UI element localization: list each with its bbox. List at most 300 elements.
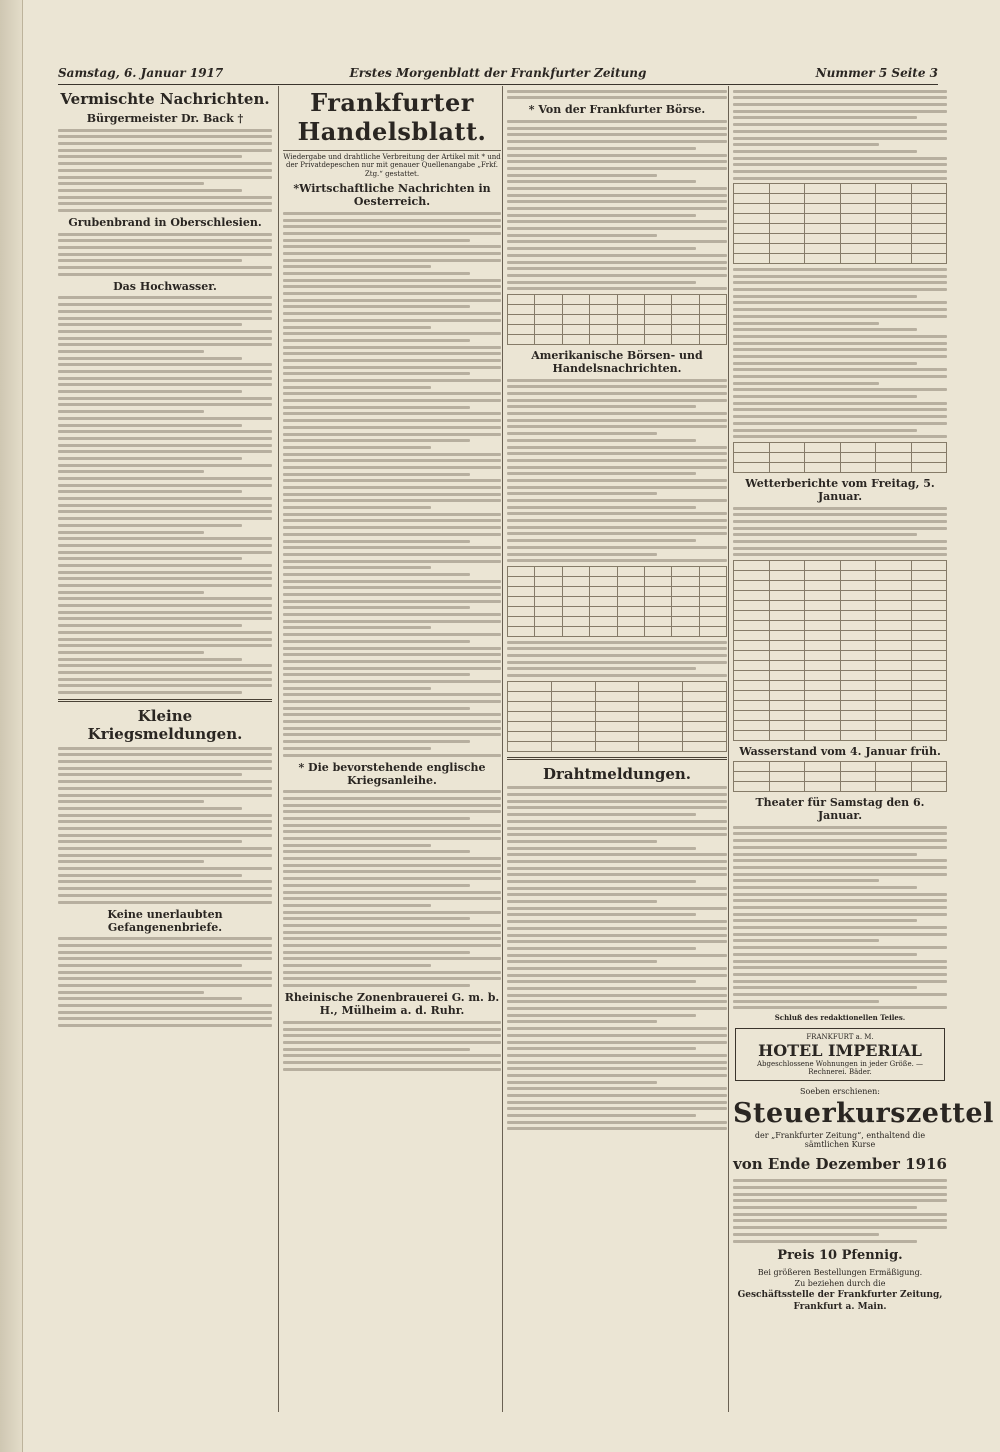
text-line bbox=[507, 880, 696, 883]
table-cell bbox=[876, 442, 912, 452]
text-line bbox=[507, 887, 727, 890]
text-line bbox=[507, 1121, 727, 1124]
text-line bbox=[283, 1028, 501, 1031]
header-paper-title: Erstes Morgenblatt der Frankfurter Zeitung bbox=[349, 66, 647, 80]
text-line bbox=[58, 397, 272, 400]
table-cell bbox=[562, 626, 589, 636]
text-line bbox=[507, 526, 727, 529]
text-line bbox=[283, 1068, 501, 1071]
text-line bbox=[283, 372, 470, 375]
text-line bbox=[283, 754, 501, 757]
table-row bbox=[508, 324, 727, 334]
text-line bbox=[507, 167, 727, 170]
table-cell bbox=[805, 681, 841, 691]
text-line bbox=[733, 1233, 879, 1236]
text-line bbox=[507, 240, 727, 243]
text-line bbox=[733, 886, 917, 889]
table-cell bbox=[769, 452, 805, 462]
table-cell bbox=[535, 324, 562, 334]
table-row bbox=[734, 631, 947, 641]
text-line bbox=[283, 620, 501, 623]
divider bbox=[58, 699, 272, 702]
text-line bbox=[283, 426, 501, 429]
table-cell bbox=[551, 741, 595, 751]
table-cell bbox=[840, 571, 876, 581]
text-line bbox=[733, 368, 947, 371]
text-line bbox=[58, 760, 272, 763]
table-cell bbox=[876, 651, 912, 661]
text-line bbox=[507, 1114, 696, 1117]
text-line bbox=[283, 1048, 470, 1051]
table-cell bbox=[562, 334, 589, 344]
table-cell bbox=[911, 631, 947, 641]
text-line bbox=[58, 202, 272, 205]
table-row bbox=[734, 701, 947, 711]
table-cell bbox=[734, 591, 770, 601]
text-line bbox=[507, 1081, 657, 1084]
text-line bbox=[507, 439, 696, 442]
text-line bbox=[507, 399, 727, 402]
table-cell bbox=[734, 621, 770, 631]
text-line bbox=[283, 687, 431, 690]
text-line bbox=[58, 591, 204, 594]
text-line bbox=[58, 403, 272, 406]
text-line bbox=[507, 446, 727, 449]
text-line bbox=[507, 927, 727, 930]
table-cell bbox=[911, 254, 947, 264]
text-line bbox=[507, 499, 727, 502]
text-line bbox=[58, 794, 272, 797]
text-line bbox=[507, 234, 657, 237]
table-cell bbox=[562, 606, 589, 616]
ad-price: Preis 10 Pfennig. bbox=[777, 1247, 903, 1263]
text-line bbox=[733, 832, 947, 835]
text-line bbox=[283, 633, 501, 636]
text-line bbox=[58, 417, 272, 420]
text-line bbox=[507, 405, 696, 408]
text-line bbox=[58, 253, 272, 256]
text-line bbox=[58, 937, 272, 940]
table-cell bbox=[876, 244, 912, 254]
table-cell bbox=[617, 606, 644, 616]
text-line bbox=[507, 1041, 727, 1044]
article-heading-frankfurter-boerse: * Von der Frankfurter Börse. bbox=[528, 103, 706, 117]
table-cell bbox=[508, 741, 552, 751]
text-line bbox=[58, 484, 272, 487]
theater-heading: Theater für Samstag den 6. Januar. bbox=[755, 796, 925, 823]
text-line bbox=[58, 343, 272, 346]
table-cell bbox=[805, 214, 841, 224]
text-line bbox=[733, 382, 879, 385]
text-line bbox=[283, 580, 501, 583]
text-line bbox=[58, 684, 272, 687]
text-line bbox=[733, 177, 947, 180]
table-cell bbox=[672, 324, 699, 334]
table-cell bbox=[805, 701, 841, 711]
column-2 bbox=[278, 86, 501, 1412]
text-line bbox=[283, 346, 501, 349]
text-line bbox=[283, 707, 470, 710]
table-cell bbox=[876, 611, 912, 621]
text-line bbox=[507, 820, 727, 823]
table-cell bbox=[562, 324, 589, 334]
text-line bbox=[58, 1024, 272, 1027]
text-line bbox=[58, 323, 242, 326]
table-cell bbox=[699, 294, 726, 304]
table-cell bbox=[508, 691, 552, 701]
table-cell bbox=[876, 204, 912, 214]
table-cell bbox=[639, 731, 683, 741]
table-cell bbox=[840, 701, 876, 711]
table-cell bbox=[805, 224, 841, 234]
table-cell bbox=[769, 214, 805, 224]
text-line bbox=[733, 899, 947, 902]
text-line bbox=[283, 957, 501, 960]
text-line bbox=[507, 800, 727, 803]
text-line bbox=[283, 740, 470, 743]
text-line bbox=[58, 577, 272, 580]
text-line bbox=[507, 479, 727, 482]
text-line bbox=[733, 408, 947, 411]
handelsblatt-masthead: Frankfurter Handelsblatt. bbox=[283, 88, 501, 151]
table-cell bbox=[590, 304, 617, 314]
text-line bbox=[507, 1014, 696, 1017]
text-line bbox=[58, 847, 272, 850]
text-block bbox=[507, 120, 727, 290]
table-cell bbox=[911, 571, 947, 581]
table-cell bbox=[683, 691, 727, 701]
text-line bbox=[283, 1021, 501, 1024]
text-line bbox=[507, 519, 727, 522]
text-line bbox=[283, 506, 431, 509]
text-line bbox=[507, 194, 727, 197]
text-line bbox=[283, 964, 431, 967]
text-line bbox=[733, 342, 947, 345]
text-line bbox=[58, 564, 272, 567]
table-cell bbox=[769, 721, 805, 731]
table-cell bbox=[840, 234, 876, 244]
text-line bbox=[58, 664, 272, 667]
text-line bbox=[283, 406, 470, 409]
text-line bbox=[733, 288, 947, 291]
table-cell bbox=[699, 626, 726, 636]
table-cell bbox=[769, 194, 805, 204]
text-line bbox=[283, 319, 501, 322]
text-block bbox=[283, 1021, 501, 1071]
table-cell bbox=[639, 681, 683, 691]
text-line bbox=[507, 559, 727, 562]
table-cell bbox=[876, 731, 912, 741]
exchange-table bbox=[507, 566, 727, 637]
table-row bbox=[508, 681, 727, 691]
text-line bbox=[733, 355, 947, 358]
text-line bbox=[58, 1011, 272, 1014]
text-line bbox=[58, 827, 272, 830]
header-page-number: Nummer 5 Seite 3 bbox=[815, 66, 938, 80]
table-cell bbox=[734, 234, 770, 244]
table-row bbox=[734, 601, 947, 611]
text-line bbox=[283, 680, 501, 683]
text-line bbox=[283, 305, 470, 308]
table-cell bbox=[876, 214, 912, 224]
table-row bbox=[508, 731, 727, 741]
table-cell bbox=[876, 601, 912, 611]
table-cell bbox=[805, 782, 841, 792]
table-row bbox=[734, 731, 947, 741]
table-cell bbox=[617, 314, 644, 324]
text-line bbox=[283, 225, 501, 228]
text-line bbox=[733, 866, 947, 869]
text-line bbox=[283, 212, 501, 215]
text-line bbox=[507, 412, 727, 415]
text-line bbox=[283, 446, 431, 449]
stock-table bbox=[507, 294, 727, 345]
article-heading-gefangenenbriefe: Keine unerlaubten Gefangenenbriefe. bbox=[107, 907, 223, 934]
text-line bbox=[507, 154, 727, 157]
text-block bbox=[58, 937, 272, 1027]
text-line bbox=[733, 1199, 947, 1202]
text-line bbox=[58, 524, 242, 527]
table-cell bbox=[590, 324, 617, 334]
table-cell bbox=[911, 214, 947, 224]
text-line bbox=[507, 847, 696, 850]
table-cell bbox=[595, 701, 639, 711]
text-line bbox=[507, 853, 727, 856]
text-line bbox=[507, 913, 696, 916]
table-cell bbox=[699, 576, 726, 586]
table-cell bbox=[911, 782, 947, 792]
text-line bbox=[507, 180, 696, 183]
text-line bbox=[58, 597, 272, 600]
table-cell bbox=[840, 711, 876, 721]
ad-place: Frankfurt a. Main. bbox=[793, 1301, 887, 1312]
text-line bbox=[733, 170, 947, 173]
text-line bbox=[733, 388, 947, 391]
table-cell bbox=[699, 616, 726, 626]
table-cell bbox=[840, 621, 876, 631]
table-cell bbox=[769, 681, 805, 691]
text-line bbox=[507, 96, 727, 99]
table-cell bbox=[769, 442, 805, 452]
text-line bbox=[507, 1101, 727, 1104]
table-cell bbox=[840, 762, 876, 772]
table-cell bbox=[644, 566, 671, 576]
table-cell bbox=[508, 576, 535, 586]
table-cell bbox=[911, 561, 947, 571]
table-cell bbox=[535, 606, 562, 616]
table-cell bbox=[911, 681, 947, 691]
text-line bbox=[283, 586, 501, 589]
table-cell bbox=[876, 691, 912, 701]
text-line bbox=[283, 540, 470, 543]
table-cell bbox=[672, 606, 699, 616]
text-line bbox=[507, 532, 727, 535]
table-cell bbox=[617, 566, 644, 576]
table-cell bbox=[769, 701, 805, 711]
text-line bbox=[58, 169, 272, 172]
text-line bbox=[283, 713, 501, 716]
text-line bbox=[733, 295, 917, 298]
table-row bbox=[508, 711, 727, 721]
text-line bbox=[283, 219, 501, 222]
table-cell bbox=[840, 591, 876, 601]
table-cell bbox=[644, 576, 671, 586]
table-cell bbox=[734, 661, 770, 671]
table-cell bbox=[805, 691, 841, 701]
text-line bbox=[283, 412, 501, 415]
text-line bbox=[507, 1067, 727, 1070]
table-cell bbox=[551, 681, 595, 691]
table-cell bbox=[734, 611, 770, 621]
table-row bbox=[508, 596, 727, 606]
table-cell bbox=[805, 621, 841, 631]
text-line bbox=[283, 265, 431, 268]
text-line bbox=[283, 877, 501, 880]
water-level-table bbox=[733, 761, 947, 792]
text-line bbox=[58, 450, 272, 453]
exchange-rates-table bbox=[733, 183, 947, 264]
text-line bbox=[507, 254, 727, 257]
text-line bbox=[283, 239, 470, 242]
table-cell bbox=[644, 626, 671, 636]
table-cell bbox=[734, 224, 770, 234]
text-line bbox=[507, 947, 696, 950]
table-cell bbox=[769, 184, 805, 194]
text-line bbox=[733, 1206, 917, 1209]
text-line bbox=[507, 786, 727, 789]
text-line bbox=[507, 1087, 727, 1090]
table-row bbox=[734, 611, 947, 621]
table-row bbox=[734, 194, 947, 204]
text-line bbox=[733, 281, 947, 284]
table-cell bbox=[840, 772, 876, 782]
table-cell bbox=[562, 586, 589, 596]
table-row bbox=[734, 254, 947, 264]
text-line bbox=[507, 647, 727, 650]
text-line bbox=[507, 512, 727, 515]
text-block bbox=[283, 212, 501, 757]
text-line bbox=[58, 490, 242, 493]
text-line bbox=[507, 127, 727, 130]
text-line bbox=[283, 837, 501, 840]
text-line bbox=[58, 430, 272, 433]
table-cell bbox=[876, 591, 912, 601]
table-cell bbox=[840, 691, 876, 701]
text-line bbox=[733, 1226, 947, 1229]
table-cell bbox=[734, 244, 770, 254]
table-cell bbox=[805, 711, 841, 721]
table-cell bbox=[876, 561, 912, 571]
section-heading-drahtmeldungen: Drahtmeldungen. bbox=[542, 764, 692, 783]
table-cell bbox=[617, 294, 644, 304]
text-line bbox=[58, 860, 204, 863]
text-block bbox=[58, 129, 272, 212]
text-line bbox=[507, 140, 727, 143]
text-line bbox=[733, 415, 947, 418]
table-cell bbox=[769, 731, 805, 741]
table-cell bbox=[672, 294, 699, 304]
text-line bbox=[733, 157, 947, 160]
table-row bbox=[508, 701, 727, 711]
text-line bbox=[507, 174, 657, 177]
table-cell bbox=[590, 586, 617, 596]
text-line bbox=[283, 747, 431, 750]
text-line bbox=[283, 924, 501, 927]
table-cell bbox=[805, 442, 841, 452]
text-line bbox=[58, 624, 242, 627]
table-row bbox=[734, 462, 947, 472]
table-cell bbox=[911, 772, 947, 782]
table-cell bbox=[840, 631, 876, 641]
text-line bbox=[283, 466, 501, 469]
article-heading-amerikanische-boersen: Amerikanische Börsen- und Handelsnachrichten. bbox=[531, 348, 703, 375]
text-line bbox=[283, 857, 501, 860]
text-line bbox=[283, 259, 501, 262]
text-line bbox=[283, 1041, 501, 1044]
text-line bbox=[283, 653, 501, 656]
table-cell bbox=[840, 194, 876, 204]
table-cell bbox=[840, 601, 876, 611]
text-line bbox=[733, 973, 947, 976]
text-line bbox=[733, 879, 879, 882]
table-cell bbox=[876, 681, 912, 691]
table-cell bbox=[672, 576, 699, 586]
text-line bbox=[283, 984, 470, 987]
text-line bbox=[283, 546, 501, 549]
text-line bbox=[283, 904, 431, 907]
table-cell bbox=[734, 571, 770, 581]
table-cell bbox=[535, 626, 562, 636]
table-cell bbox=[551, 701, 595, 711]
table-cell bbox=[734, 581, 770, 591]
table-cell bbox=[805, 452, 841, 462]
text-line bbox=[507, 667, 696, 670]
table-cell bbox=[595, 731, 639, 741]
water-level-heading: Wasserstand vom 4. Januar früh. bbox=[739, 745, 941, 759]
text-line bbox=[283, 790, 501, 793]
table-cell bbox=[734, 254, 770, 264]
table-cell bbox=[769, 641, 805, 651]
table-cell bbox=[911, 224, 947, 234]
table-cell bbox=[535, 616, 562, 626]
table-cell bbox=[911, 611, 947, 621]
text-line bbox=[507, 227, 727, 230]
table-cell bbox=[699, 324, 726, 334]
table-cell bbox=[805, 601, 841, 611]
text-line bbox=[58, 370, 272, 373]
table-cell bbox=[876, 721, 912, 731]
text-line bbox=[283, 1061, 501, 1064]
table-cell bbox=[683, 701, 727, 711]
table-cell bbox=[876, 254, 912, 264]
text-line bbox=[507, 425, 727, 428]
text-line bbox=[283, 352, 501, 355]
text-line bbox=[283, 977, 501, 980]
text-line bbox=[507, 133, 727, 136]
table-cell bbox=[911, 731, 947, 741]
table-cell bbox=[590, 606, 617, 616]
text-line bbox=[507, 833, 727, 836]
table-cell bbox=[617, 626, 644, 636]
table-row bbox=[734, 204, 947, 214]
table-row bbox=[734, 681, 947, 691]
table-cell bbox=[805, 731, 841, 741]
text-line bbox=[58, 651, 204, 654]
text-line bbox=[507, 900, 657, 903]
table-cell bbox=[911, 601, 947, 611]
table-row bbox=[734, 661, 947, 671]
text-line bbox=[58, 135, 272, 138]
